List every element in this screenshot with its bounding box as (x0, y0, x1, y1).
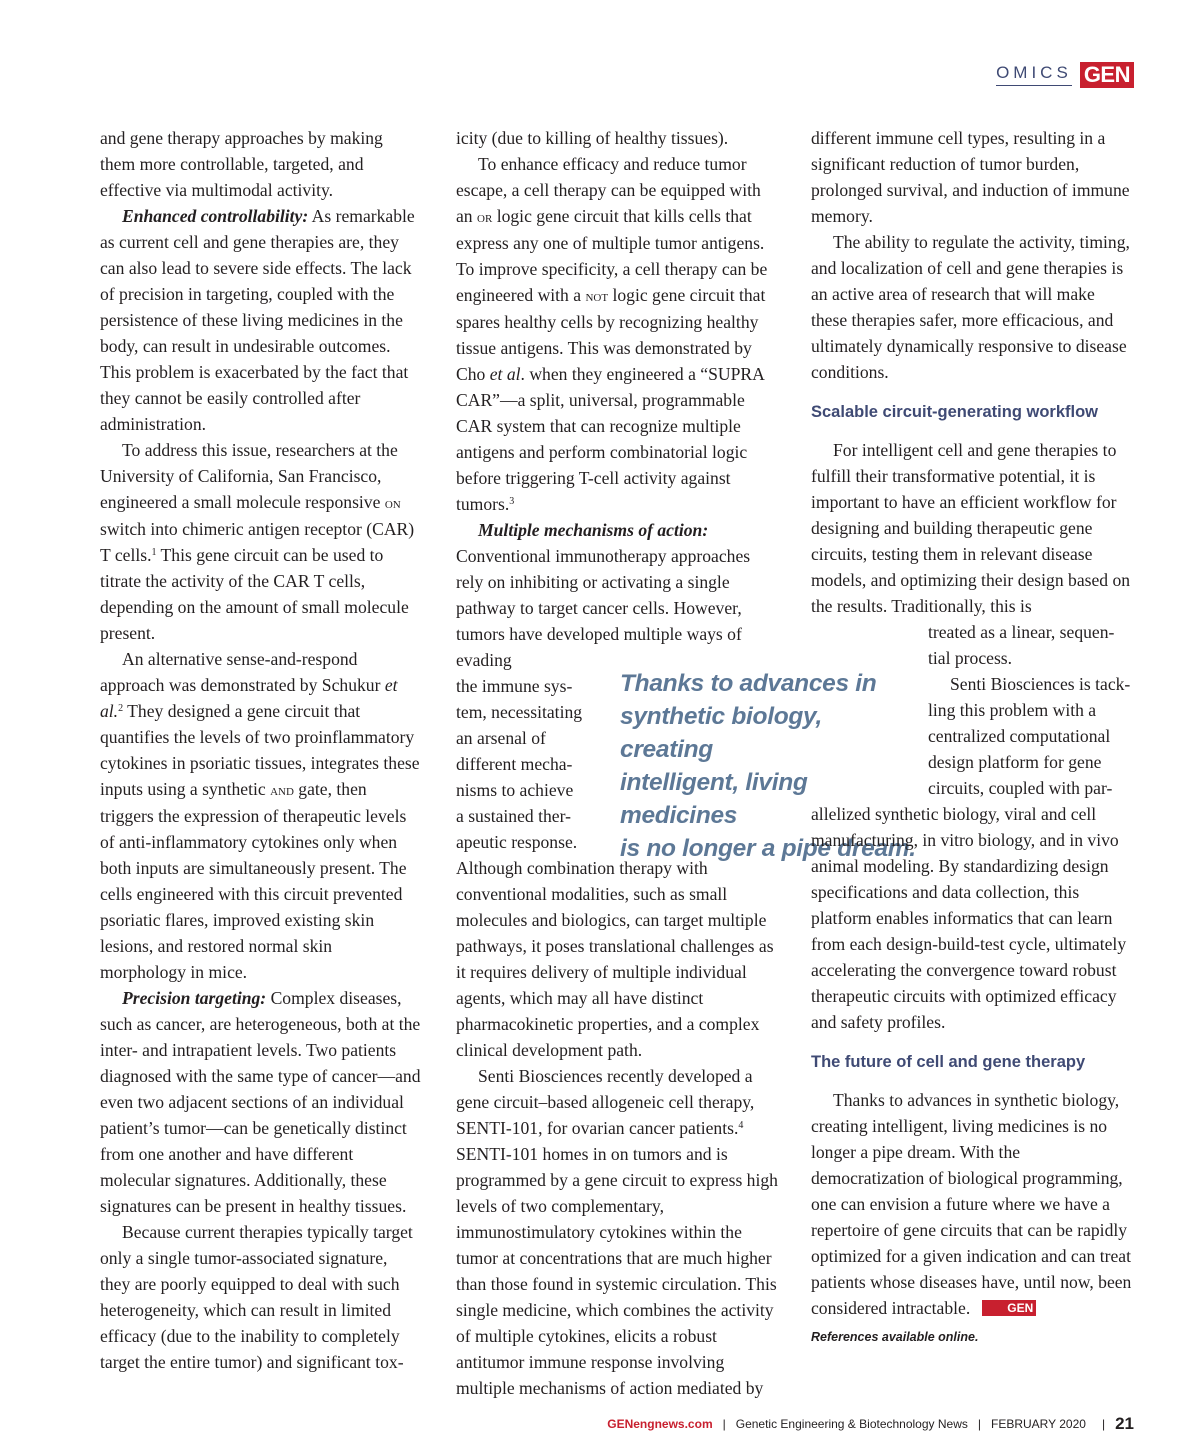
paragraph: icity (due to killing of healthy tissues). (456, 128, 729, 148)
divider: | (977, 1417, 981, 1431)
paragraph: and gene therapy approaches by making them more controllable, targeted, and effective via multimodal activity. (100, 128, 383, 200)
citation: 4 (738, 1120, 744, 1131)
divider: | (1101, 1417, 1106, 1431)
paragraph: The ability to regulate the activity, timing, and localization of cell and gene therapies is an active area of research that will make these therapies safer, more efficacious, and ultimately dynamically responsive to disease conditions. (811, 232, 1130, 382)
column-1 (100, 125, 422, 1375)
paragraph: different immune cell types, resulting in a significant reduction of tumor burden, prolonged survival, and induction of immune memory. (811, 128, 1130, 226)
paragraph: Multiple mechanisms of action: Conventional immunotherapy approaches rely on inhibiting or activating a single pathway to target cancer cells. However, tumors have developed multiple ways of evading (456, 520, 751, 670)
footer-site-link[interactable]: GENengnews.com (607, 1417, 713, 1431)
lead-in: Multiple mechanisms of action: (478, 520, 709, 540)
lead-in: Enhanced controllability: (122, 206, 309, 226)
citation: 1 (151, 547, 157, 558)
section-label: OMICS (996, 64, 1072, 86)
paragraph: To address this issue, researchers at the University of California, San Francisco, engineered a small molecule responsive on switch into chimeric antigen receptor (CAR) T cells.$^1$ This gene circuit can be used to titrate the activity of the CAR T cells, depending on the amount of small molecule present. (100, 440, 415, 643)
paragraph: An alternative sense-and-respond approach was demonstrated by Schukur et al.$^2$ They designed a gene circuit that quantifies the levels of two proinflammatory cytokines in psoriatic tissues, integrates these inputs using a synthetic and gate, then triggers the expression of therapeutic levels of anti-inflammatory cytokines only when both inputs are simultaneously present. The cells engineered with this circuit prevented psoriatic flares, improved existing skin lesions, and restored normal skin morphology in mice. (100, 649, 420, 982)
footer-issue: FEBRUARY 2020 (991, 1417, 1086, 1431)
pull-quote: Thanks to advances in synthetic biology, creating intelligent, living medicines is no longer a pipe dream. (620, 670, 916, 862)
paragraph: Because current therapies typically target only a single tumor-associated signature, they are poorly equipped to deal with such heterogeneity, which can result in limited efficacy (due to the inability to completely target the entire tumor) and significant tox- (100, 1222, 413, 1372)
paragraph: Senti Biosciences recently developed a gene circuit–based allogeneic cell therapy, SENTI-101, for ovarian cancer patients.$^4$ SENTI-101 homes in on tumors and is programmed by a gene circuit to express high levels of two complementary, immunostimulatory cytokines within the tumor at concentrations that are much higher than those found in systemic circulation. This single medicine, which combines the activity of multiple cytokines, elicits a robust antitumor immune response involving multiple mechanisms of action mediated by (456, 1066, 778, 1398)
citation: 2 (118, 703, 124, 714)
column-3 (811, 125, 1134, 1347)
paragraph: To enhance efficacy and reduce tumor escape, a cell therapy can be equipped with an or logic gene circuit that kills cells that express any one of multiple tumor antigens. To improve specificity, a cell therapy can be engineered with a not logic gene circuit that spares healthy cells by recognizing healthy tissue antigens. This was demonstrated by Cho et al. when they engineered a “SUPRA CAR”—a split, universal, programmable CAR system that can recognize multiple antigens and perform combinatorial logic before triggering T-cell activity against tumors.$^3$ (456, 154, 768, 514)
paragraph: allelized synthetic biology, viral and cell manufacturing, in vitro biology, and in vivo animal modeling. By standardizing design specifications and data collection, this platform enables informatics that can learn from each design-build-test cycle, ultimately accelerating the convergence toward robust therapeutic circuits with optimized efficacy and safety profiles. (811, 804, 1127, 1032)
wrapped-lines: the immune sys- tem, necessitating an arsenal of different mecha- nisms to achieve a sustained ther- apeutic response. (456, 676, 583, 852)
page-header (996, 62, 1134, 88)
subheading: Scalable circuit-generating workflow (811, 403, 1098, 421)
paragraph: Thanks to advances in synthetic biology, creating intelligent, living medicines is no longer a pipe dream. With the democratization of biological programming, one can envision a future where we have a repertoire of gene circuits that can be rapidly optimized for a given indication and can treat patients whose diseases have, until now, been considered intractable. GEN (811, 1090, 1132, 1318)
citation: 3 (509, 496, 515, 507)
references-note: References available online. (811, 1330, 979, 1344)
subheading: The future of cell and gene therapy (811, 1053, 1086, 1071)
end-mark-logo: GEN (982, 1300, 1036, 1316)
lead-in: Precision targeting: (122, 988, 267, 1008)
page-number: 21 (1115, 1414, 1134, 1433)
paragraph: Precision targeting: Complex diseases, such as cancer, are heterogeneous, both at the inter- and intrapatient levels. Two patients diagnosed with the same type of cancer—and even two adjacent sections of an individual patient’s tumor—can be genetically distinct from one another and have different molecular signatures. Additionally, these signatures can be present in healthy tissues. (100, 988, 421, 1216)
footer-publication: Genetic Engineering & Biotechnology News (735, 1417, 968, 1431)
paragraph: Enhanced controllability: As remarkable as current cell and gene therapies are, they can also lead to severe side effects. The lack of precision in targeting, coupled with the persistence of these living medicines in the body, can result in undesirable outcomes. This problem is exacerbated by the fact that they cannot be easily controlled after administration. (100, 206, 415, 434)
wrapped-lines: treated as a linear, sequen- tial process. Senti Biosciences is tack- ling this problem with a centralized computational design platform for gene circuits, coupled with par- (928, 622, 1131, 798)
page-footer (607, 1414, 1134, 1434)
paragraph: Although combination therapy with conventional modalities, such as small molecules and biologics, can target multiple pathways, it poses translational challenges as it requires delivery of multiple individual agents, which may all have distinct pharmacokinetic properties, and a complex clinical development path. (456, 858, 774, 1060)
gen-logo: GEN (1080, 62, 1134, 88)
paragraph: For intelligent cell and gene therapies to fulfill their transformative potential, it is important to have an efficient workflow for designing and building therapeutic gene circuits, testing them in relevant disease models, and optimizing their design based on the results. Traditionally, this is (811, 440, 1131, 616)
divider: | (722, 1417, 726, 1431)
